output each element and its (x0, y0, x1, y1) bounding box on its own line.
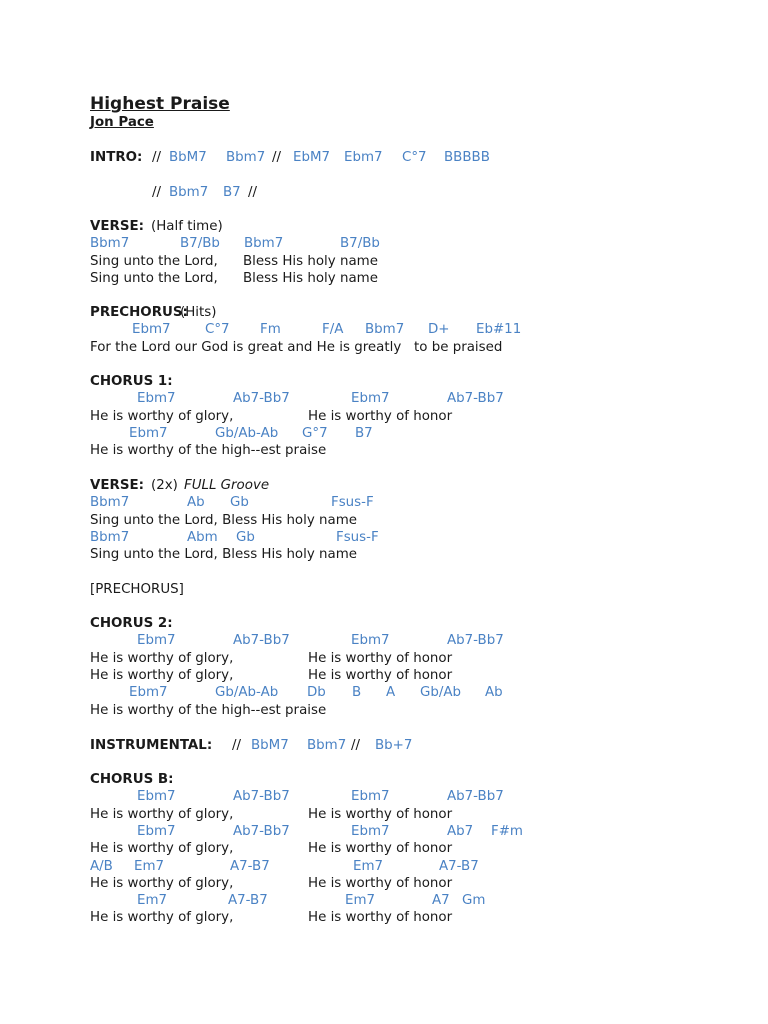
chord: B7 (355, 425, 373, 441)
chord: Ebm7 (137, 823, 176, 839)
chord: A7-B7 (439, 858, 479, 874)
repeat-marker: // (272, 150, 282, 165)
lyric: He is worthy of honor (308, 910, 453, 926)
chord: Bbm7 (90, 495, 130, 511)
lyric: For the Lord our God is great and He is greatly to be praised (90, 339, 503, 355)
prechorus-label: PRECHORUS: (90, 305, 188, 320)
chord: B7/Bb (340, 236, 380, 252)
chorus-label: CHORUS 2: (90, 616, 173, 631)
lyric-line (90, 512, 358, 529)
chord-line (90, 632, 504, 649)
lyric: He is worthy of glory, (90, 408, 234, 424)
chord-line (90, 494, 374, 511)
chord: Ab (187, 495, 205, 511)
chord: BbM7 (169, 150, 207, 165)
lyric-line (90, 806, 453, 823)
lyric: Bless His holy name (243, 253, 378, 269)
lyric-line (90, 875, 453, 892)
chord: A7-B7 (230, 858, 270, 874)
verse-note: (Half time) (151, 219, 223, 234)
chord: Gb/Ab-Ab (215, 685, 279, 701)
lyric-line (90, 339, 503, 356)
chord: C°7 (205, 322, 230, 338)
chord-line (90, 321, 522, 338)
chord: G°7 (302, 425, 328, 441)
lyric: He is worthy of the high--est praise (90, 443, 327, 459)
lyric: He is worthy of the high--est praise (90, 702, 327, 718)
chord: Ab7 (447, 823, 474, 839)
chord: Fsus-F (336, 529, 379, 545)
lyric-line (90, 667, 453, 684)
chord: Ebm7 (351, 633, 390, 649)
chord: Bbm7 (244, 236, 284, 252)
intro-line-2 (90, 184, 258, 201)
lyric: Sing unto the Lord, Bless His holy name (90, 547, 358, 563)
chord: F/A (322, 322, 344, 338)
chord: Fsus-F (331, 495, 374, 511)
lyric: He is worthy of honor (308, 806, 453, 822)
intro-line-1 (90, 149, 490, 166)
chord: B7/Bb (180, 236, 220, 252)
chord: Bbm7 (365, 322, 405, 338)
chord-line (90, 858, 479, 875)
lyric: Sing unto the Lord, (90, 253, 218, 269)
lyric: He is worthy of glory, (90, 806, 234, 822)
chord: Bbm7 (90, 236, 130, 252)
chord: Ebm7 (129, 685, 168, 701)
chord: Ebm7 (137, 789, 176, 805)
chorus-heading (90, 373, 173, 390)
chord: Gb/Ab (420, 685, 462, 701)
chord: BbM7 (251, 738, 289, 753)
prechorus-heading (90, 304, 217, 321)
chorus-label: CHORUS B: (90, 772, 174, 787)
lyric-line (90, 702, 327, 719)
chord-line (90, 425, 373, 442)
chord-line (90, 529, 379, 546)
lyric: Sing unto the Lord, (90, 270, 218, 286)
lyric: He is worthy of glory, (90, 875, 234, 891)
chord: Ab7-Bb7 (233, 789, 290, 805)
chord: B7 (223, 184, 241, 200)
chord: Bbm7 (226, 150, 266, 165)
chord: Gm (462, 893, 486, 909)
chord: Ebm7 (351, 391, 390, 407)
verse-heading (90, 477, 270, 494)
chord: Gb/Ab-Ab (215, 425, 279, 441)
intro-label: INTRO: (90, 150, 143, 165)
lyric: He is worthy of glory, (90, 650, 234, 666)
instrumental-label: INSTRUMENTAL: (90, 738, 213, 753)
verse-label: VERSE: (90, 478, 144, 493)
chorus-label: CHORUS 1: (90, 374, 173, 389)
song-author: Jon Pace (90, 115, 154, 130)
verse-note: (2x) (151, 478, 178, 493)
chord: Bbm7 (90, 529, 130, 545)
prechorus-note: (Hits) (180, 305, 217, 320)
lyric-line (90, 840, 453, 857)
lyric-line (90, 408, 453, 425)
chord-line (90, 390, 504, 407)
chord: Em7 (345, 893, 376, 909)
lyric: He is worthy of glory, (90, 910, 234, 926)
chord: Em7 (353, 858, 384, 874)
chord: Ebm7 (351, 823, 390, 839)
chord: Abm (187, 529, 218, 545)
lyric-line (90, 253, 378, 270)
chord: Gb (236, 529, 255, 545)
chord-line (90, 788, 504, 805)
chord: A7 (432, 893, 450, 909)
lyric: He is worthy of honor (308, 650, 453, 666)
lyric: He is worthy of glory, (90, 841, 234, 857)
chord: Db (307, 685, 326, 701)
chord: EbM7 (293, 150, 331, 165)
lyric-line (90, 442, 327, 459)
chord-line (90, 684, 503, 701)
chord: Bb+7 (375, 738, 413, 753)
chord: BBBBB (444, 150, 490, 165)
lyric-line (90, 909, 453, 926)
chord: Ab7-Bb7 (447, 391, 504, 407)
chord: Ab7-Bb7 (447, 789, 504, 805)
chord: Ebm7 (344, 150, 383, 165)
chord: Ebm7 (137, 633, 176, 649)
chord: Fm (260, 322, 281, 338)
verse-heading (90, 218, 223, 235)
instrumental-line (90, 737, 413, 754)
chord-line (90, 235, 380, 252)
chord: A/B (90, 858, 113, 874)
chord: Bbm7 (169, 184, 209, 200)
chord: Ebm7 (137, 391, 176, 407)
repeat-marker: // (152, 184, 162, 200)
chord: D+ (428, 322, 450, 338)
repeat-marker: // (232, 738, 242, 753)
repeat-marker: // (351, 738, 361, 753)
chord: Ab7-Bb7 (233, 633, 290, 649)
verse-groove-note: FULL Groove (184, 478, 270, 493)
chord: Gb (230, 495, 249, 511)
lyric: He is worthy of honor (308, 408, 453, 424)
verse-label: VERSE: (90, 219, 144, 234)
lyric: He is worthy of honor (308, 841, 453, 857)
lyric-line (90, 270, 378, 287)
repeat-marker: // (152, 150, 162, 165)
lyric: Bless His holy name (243, 270, 378, 286)
chord: A7-B7 (228, 893, 268, 909)
song-title: Highest Praise (90, 94, 230, 114)
lyric: He is worthy of honor (308, 875, 453, 891)
chord: F#m (491, 823, 523, 839)
chord: C°7 (402, 150, 427, 165)
prechorus-ref-text: [PRECHORUS] (90, 582, 184, 597)
chord: Bbm7 (307, 738, 347, 753)
chord: Eb#11 (476, 322, 522, 338)
lyric: He is worthy of honor (308, 667, 453, 683)
chord: Ab7-Bb7 (233, 391, 290, 407)
chord: Ebm7 (129, 425, 168, 441)
chord: Ab7-Bb7 (447, 633, 504, 649)
chord: B (352, 685, 362, 701)
chord: Em7 (134, 858, 165, 874)
section-reference (90, 581, 184, 598)
lyric-line (90, 546, 358, 563)
chord: Ab7-Bb7 (233, 823, 290, 839)
chorus-heading (90, 615, 173, 632)
chord: Em7 (137, 893, 168, 909)
chorus-heading (90, 771, 174, 788)
chord-line (90, 823, 523, 840)
repeat-marker: // (248, 184, 258, 200)
chord-line (90, 892, 486, 909)
chord: Ab (485, 685, 503, 701)
chord: Ebm7 (351, 789, 390, 805)
chord: Ebm7 (132, 322, 171, 338)
lyric-line (90, 650, 453, 667)
chord: A (386, 685, 396, 701)
lyric: Sing unto the Lord, Bless His holy name (90, 512, 358, 528)
lyric: He is worthy of glory, (90, 667, 234, 683)
